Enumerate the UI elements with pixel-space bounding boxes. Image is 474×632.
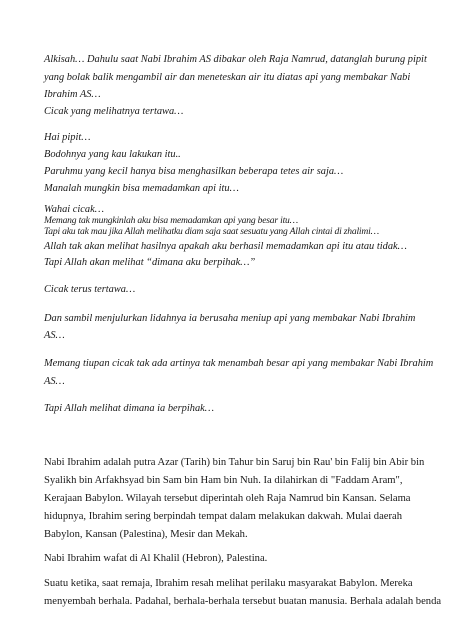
story-line: Tapi aku tak mau jika Allah melihatku diam saja saat sesuatu yang Allah cintai di zhalimi…	[44, 226, 379, 237]
story-line: Alkisah… Dahulu saat Nabi Ibrahim AS dibakar oleh Raja Namrud, datanglah burung pipit	[44, 54, 427, 65]
story-line: AS…	[44, 330, 65, 341]
story-line: yang bolak balik mengambil air dan meneteskan air itu diatas api yang membakar Nabi	[44, 72, 411, 83]
story-line: Tapi Allah akan melihat “dimana aku berpihak…”	[44, 257, 256, 268]
story-line: Cicak yang melihatnya tertawa…	[44, 106, 184, 117]
biography-line: Suatu ketika, saat remaja, Ibrahim resah melihat perilaku masyarakat Babylon. Mereka	[44, 578, 413, 589]
biography-line: Syalikh bin Arfakhsyad bin Sam bin Ham bin Nuh. Ia dilahirkan di "Faddam Aram",	[44, 475, 403, 486]
biography-line: Babylon, Kansan (Palestina), Mesir dan Mekah.	[44, 529, 248, 540]
biography-line: Nabi Ibrahim adalah putra Azar (Tarih) bin Tahur bin Saruj bin Rau' bin Falij bin Abir bin	[44, 457, 425, 468]
story-line: Hai pipit…	[44, 132, 91, 143]
story-line: AS…	[44, 376, 65, 387]
story-line: Cicak terus tertawa…	[44, 284, 136, 295]
story-line: Memang tak mungkinlah aku bisa memadamkan api yang besar itu…	[44, 215, 298, 226]
story-line: Manalah mungkin bisa memadamkan api itu…	[44, 183, 239, 194]
story-line: Wahai cicak…	[44, 204, 104, 215]
biography-line: menyembah berhala. Padahal, berhala-berhala tersebut buatan manusia. Berhala adalah benda	[44, 596, 442, 607]
biography-line: Kerajaan Babylon. Wilayah tersebut diperintah oleh Raja Namrud bin Kansan. Selama	[44, 493, 411, 504]
biography-line: hidupnya, Ibrahim sering berpindah tempat dalam melakukan dakwah. Mulai daerah	[44, 511, 403, 522]
biography-line: Nabi Ibrahim wafat di Al Khalil (Hebron), Palestina.	[44, 553, 268, 564]
story-line: Allah tak akan melihat hasilnya apakah aku berhasil memadamkan api itu atau tidak…	[44, 241, 407, 252]
story-line: Tapi Allah melihat dimana ia berpihak…	[44, 403, 215, 414]
story-line: Bodohnya yang kau lakukan itu..	[44, 149, 181, 160]
story-line: Memang tiupan cicak tak ada artinya tak menambah besar api yang membakar Nabi Ibrahim	[44, 358, 434, 369]
story-line: Paruhmu yang kecil hanya bisa menghasilkan beberapa tetes air saja…	[44, 166, 344, 177]
story-line: Ibrahim AS…	[44, 89, 101, 100]
story-line: Dan sambil menjulurkan lidahnya ia berusaha meniup api yang membakar Nabi Ibrahim	[44, 313, 416, 324]
